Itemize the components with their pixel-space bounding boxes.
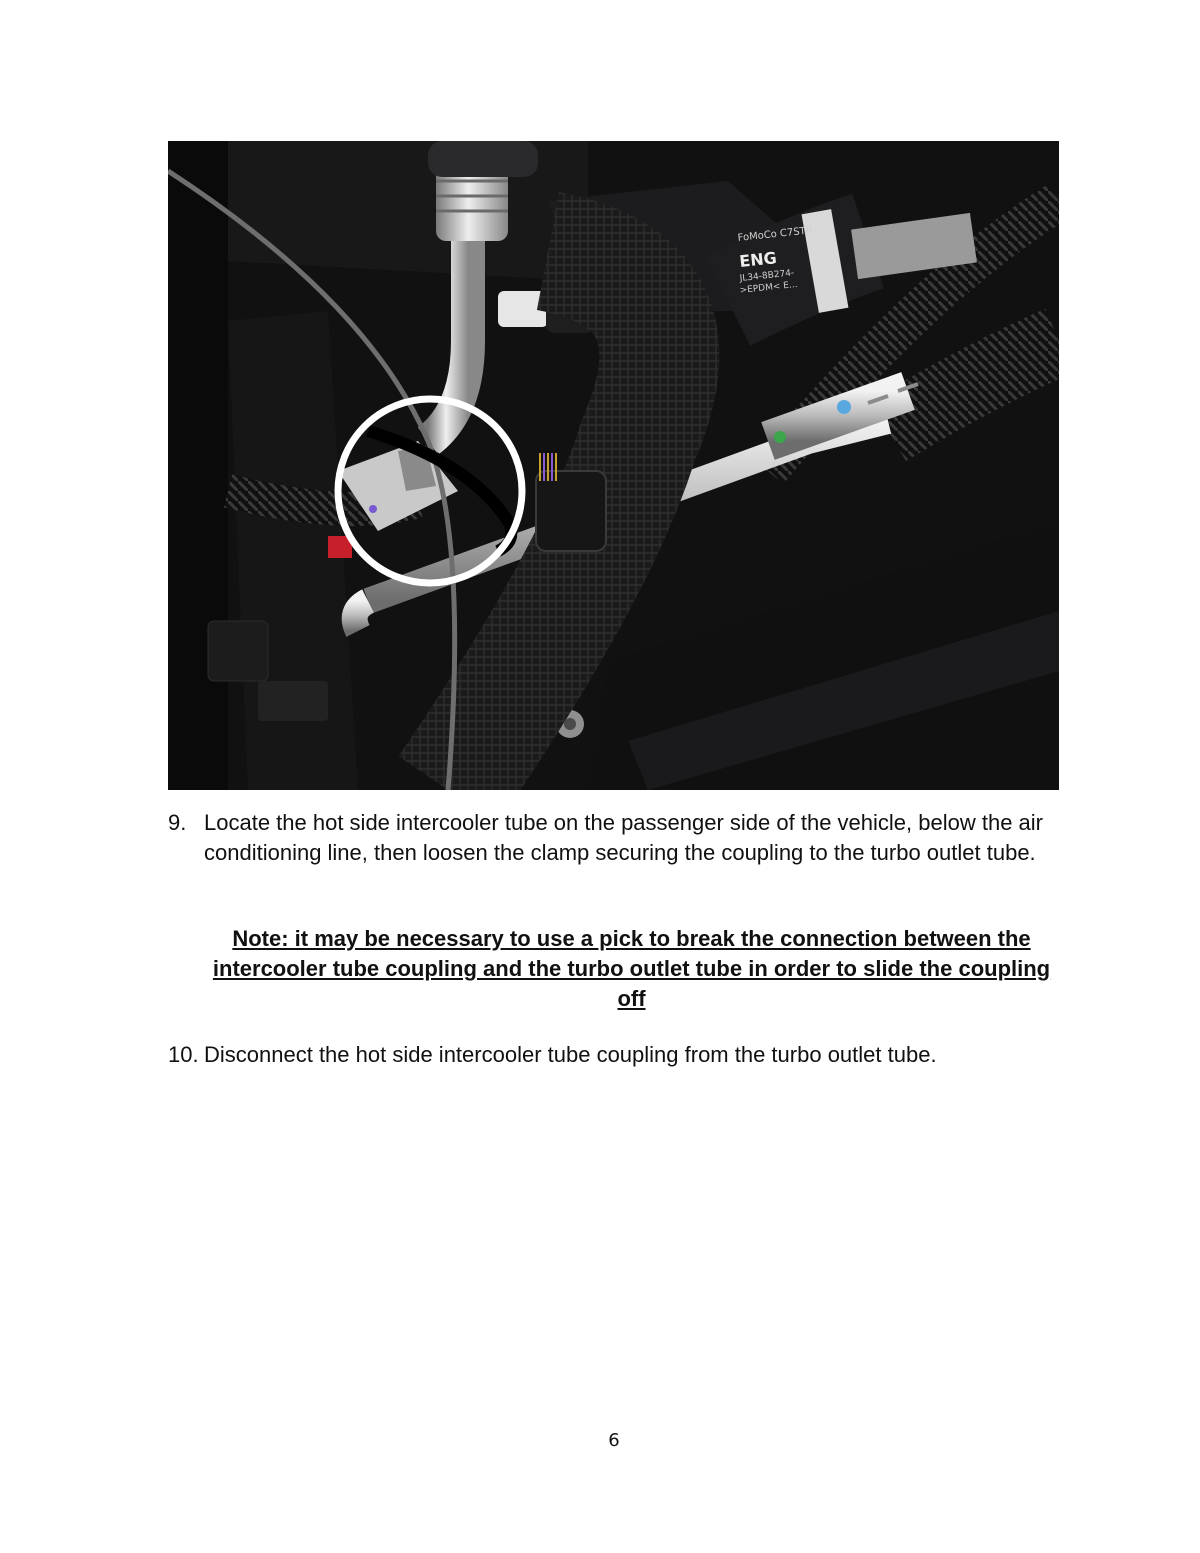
step-text: Locate the hot side intercooler tube on the passenger side of the vehicle, below the air conditioning line, then loosen the clamp securing the coupling to the turbo outlet tube. xyxy=(204,810,1043,865)
step-number: 9. xyxy=(168,810,187,835)
left-connector xyxy=(208,621,268,681)
hose-label-line-2: ENG xyxy=(738,248,778,271)
step-number: 10. xyxy=(168,1042,199,1067)
page-number: 6 xyxy=(608,1430,620,1451)
step-10 xyxy=(168,1040,1068,1070)
hose-label-line-4: >EPDM< E... xyxy=(739,279,799,296)
step-9 xyxy=(168,808,1068,868)
electrical-connector xyxy=(536,471,606,551)
engine-bay-illustration xyxy=(168,141,1059,790)
note: Note: it may be necessary to use a pick to break the connection between the intercooler tube coupling and the turbo outlet tube in order to slide the coupling off xyxy=(212,926,1051,1011)
engine-bay-photo xyxy=(168,141,1059,790)
hose-label-line-1: FoMoCo C7STR xyxy=(737,225,814,244)
hose-label-line-3: JL34-8B274- xyxy=(739,268,795,284)
step-text: Disconnect the hot side intercooler tube coupling from the turbo outlet tube. xyxy=(204,1042,937,1067)
